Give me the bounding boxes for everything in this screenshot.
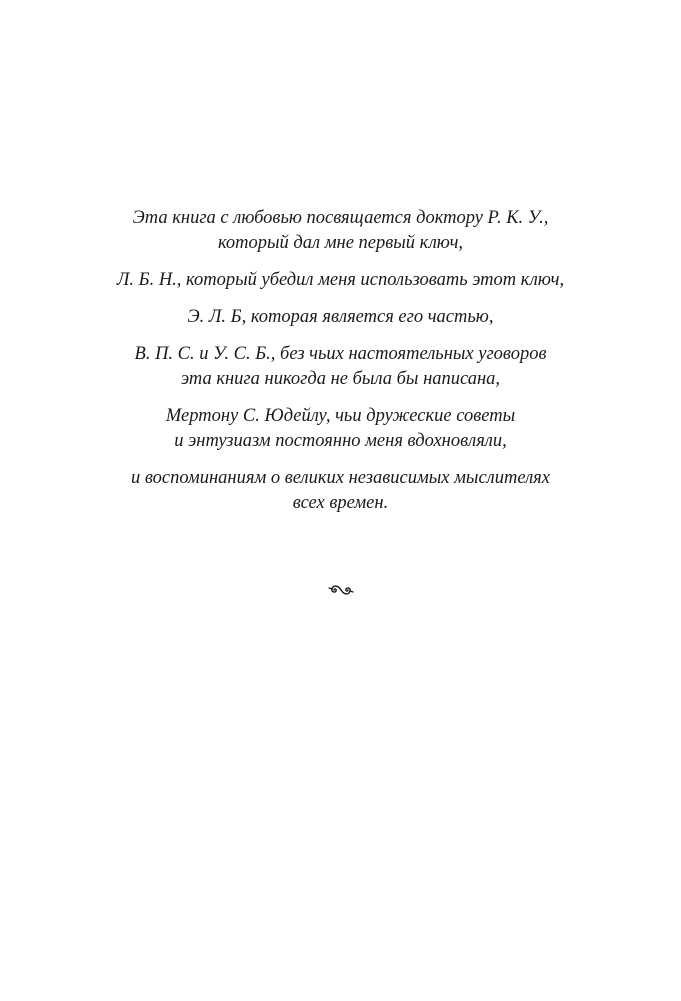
dedication-stanza [0, 404, 681, 454]
dedication-line: и энтузиазм постоянно меня вдохновляли, [174, 431, 507, 451]
dedication-stanza [0, 305, 681, 330]
dedication-line: Мертону С. Юдейлу, чьи дружеские советы [165, 406, 516, 426]
dedication-stanza [0, 342, 681, 392]
dedication-line: Л. Б. Н., который убедил меня использовать этот ключ, [116, 270, 565, 290]
fleuron-icon [328, 578, 354, 598]
ornament [0, 578, 681, 598]
dedication-line: всех времен. [292, 493, 389, 513]
dedication-line: Эта книга с любовью посвящается доктору Р. К. У., [132, 208, 549, 228]
dedication-line: Э. Л. Б, которая является его частью, [187, 307, 494, 327]
dedication-line: и воспоминаниям о великих независимых мыслителях [131, 468, 550, 488]
dedication-line: который дал мне первый ключ, [217, 233, 464, 253]
dedication-line: эта книга никогда не была бы написана, [180, 369, 501, 389]
dedication-line: В. П. С. и У. С. Б., без чьих настоятельных уговоров [134, 344, 547, 364]
dedication-text [0, 206, 681, 528]
dedication-stanza [0, 466, 681, 516]
dedication-stanza [0, 206, 681, 256]
dedication-stanza [0, 268, 681, 293]
